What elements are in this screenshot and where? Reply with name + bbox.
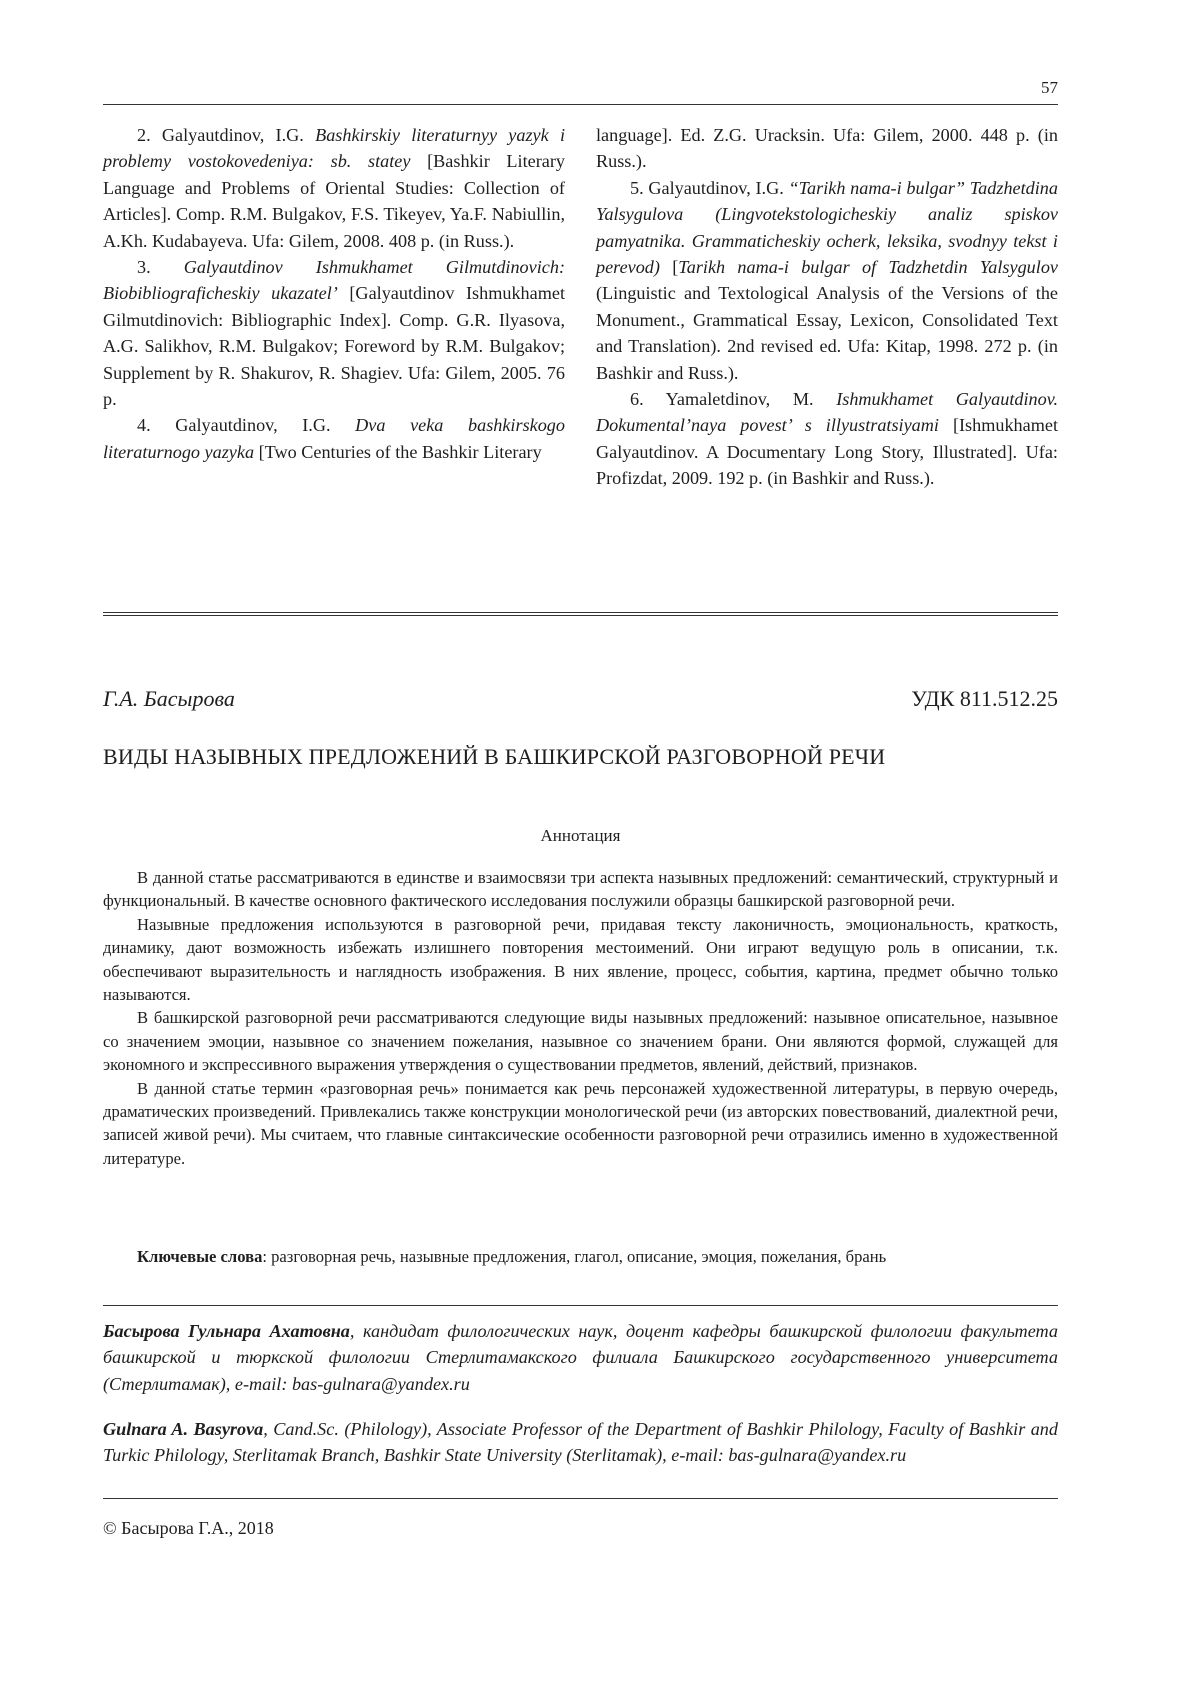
reference-number: 3.: [137, 257, 184, 278]
reference-author: Galyautdinov, I.G.: [175, 415, 356, 436]
header-rule: [103, 104, 1058, 105]
reference-author: Galyautdinov, I.G.: [648, 177, 789, 198]
page-number: 57: [1041, 78, 1058, 97]
author-info-en: [103, 1416, 1058, 1469]
copyright: © Басырова Г.А., 2018: [103, 1518, 274, 1538]
reference-item: [103, 254, 565, 412]
reference-details: [Galyautdinov Ishmukhamet Gilmutdinovich: Bibliographic Index]. Comp. G.R. Ilyasova, A.G. Salikhov, R.M. Bulgakov; Foreword by R.M. Bulgakov; Supplement by R. Shakurov, R. Shagiev. Ufa: Gilem, 2005. 76 p.: [103, 283, 565, 410]
article-title: ВИДЫ НАЗЫВНЫХ ПРЕДЛОЖЕНИЙ В БАШКИРСКОЙ РАЗГОВОРНОЙ РЕЧИ: [103, 744, 886, 769]
reference-title: Dva veka bashkirskogo literaturnogo yazyka: [103, 415, 565, 462]
reference-item: [596, 386, 1058, 492]
keywords-label: Ключевые слова: [137, 1247, 263, 1266]
keywords: [137, 1247, 1058, 1267]
abstract: [103, 866, 1058, 1170]
abstract-paragraph: В башкирской разговорной речи рассматриваются следующие виды назывных предложений: назывное описательное, назывное со значением эмоции, назывное со значением пожелания, назывное со значением брани. Они являются формой, служащей для экономного и экспрессивного выражения утверждения о существовании предметов, явлений, действий, признаков.: [103, 1008, 1058, 1075]
abstract-paragraph: В данной статье рассматриваются в единстве и взаимосвязи три аспекта назывных предложений: семантический, структурный и функциональный. В качестве основного фактического исследования послужили образцы башкирской разговорной речи.: [103, 868, 1058, 911]
reference-continuation: language]. Ed. Z.G. Uracksin. Ufa: Gilem, 2000. 448 p. (in Russ.).: [596, 125, 1058, 172]
reference-details: [Bashkir Literary Language and Problems of Oriental Studies: Collection of Articles]. Comp. R.M. Bulgakov, F.S. Tikeyev, Ya.F. Nabiullin, A.Kh. Kudabayeva. Ufa: Gilem, 2008. 408 p. (in Russ.).: [103, 151, 565, 251]
author-info-ru-text: , кандидат филологических наук, доцент кафедры башкирской филологии факультета башкирской и тюркской филологии Стерлитамакского филиала Башкирского государственного университета (Стерлитамак), e-mail: bas-gulnara@yandex.ru: [103, 1321, 1058, 1394]
reference-number: 5.: [630, 177, 649, 198]
reference-item: [103, 412, 565, 465]
abstract-paragraph: Назывные предложения используются в разговорной речи, придавая тексту лаконичность, эмоциональность, краткость, динамику, дают возможность избежать излишнего повторения местоимений. Они играют ведущую роль в описании, т.к. обеспечивают выразительность и наглядность изображения. В них явление, процесс, события, картина, предмет обычно только называются.: [103, 914, 1058, 1005]
footer-rule: [103, 1498, 1058, 1499]
author-info-en-name: Gulnara A. Basyrova: [103, 1419, 264, 1439]
reference-title-translated: Tarikh nama-i bulgar of Tadzhetdin Yalsygulov: [678, 257, 1058, 278]
annotation-heading: Аннотация: [540, 826, 621, 845]
reference-details: [Two Centuries of the Bashkir Literary: [254, 441, 542, 462]
reference-title: Galyautdinov Ishmukhamet Gilmutdinovich: Biobibliograficheskiy ukazatel’: [103, 257, 565, 304]
section-divider: [103, 612, 1058, 616]
reference-details: [Ishmukhamet Galyautdinov. A Documentary Long Story, Illustrated]. Ufa: Profizdat, 2009. 192 p. (in Bashkir and Russ.).: [596, 415, 1058, 489]
reference-author: Yamaletdinov, M.: [665, 389, 837, 410]
references-right-column: [596, 122, 1058, 492]
reference-title: Ishmukhamet Galyautdinov. Dokumental’naya povest’ s illyustratsiyami: [596, 389, 1058, 436]
article-author: Г.А. Басырова: [103, 686, 235, 711]
reference-item: 5. Galyautdinov, I.G. “Tarikh nama-i bulgar” Tadzhetdina Yalsygulova (Lingvotekstologicheskiy analiz spiskov pamyatnika. Grammaticheskiy ocherk, leksika, svodnyy tekst i perevod) [Tarikh nama-i bulgar of Tadzhetdin Yalsygulov (Linguistic and Textological Analysis of the Versions of the Monument., Grammatical Essay, Lexicon, Consolidated Text and Translation). 2nd revised ed. Ufa: Kitap, 1998. 272 p. (in Bashkir and Russ.).: [596, 177, 1058, 383]
reference-details: (Linguistic and Textological Analysis of the Versions of the Monument., Grammatical Essay, Lexicon, Consolidated Text and Translation). 2nd revised ed. Ufa: Kitap, 1998. 272 p. (in Bashkir and Russ.).: [596, 283, 1058, 383]
references-left-column: [103, 122, 565, 465]
author-info-ru-name: Басырова Гульнара Ахатовна: [103, 1321, 350, 1341]
reference-author: Galyautdinov, I.G.: [161, 125, 316, 145]
reference-title: “Tarikh nama-i bulgar” Tadzhetdina Yalsygulova (Lingvotekstologicheskiy analiz spiskov pamyatnika. Grammaticheskiy ocherk, leksika, svodnyy tekst i perevod): [596, 177, 1058, 278]
references-section: [103, 122, 1058, 502]
reference-number: 2.: [137, 125, 162, 145]
udk-code: УДК 811.512.25: [911, 686, 1058, 711]
author-info-en-text: , Cand.Sc. (Philology), Associate Professor of the Department of Bashkir Philology, Faculty of Bashkir and Turkic Philology, Sterlitamak Branch, Bashkir State University (Sterlitamak), e-mail: bas-gulnara@yandex.ru: [103, 1419, 1058, 1466]
author-info-rule: [103, 1305, 1058, 1306]
article-header: [103, 686, 1058, 716]
reference-title: Bashkirskiy literaturnyy yazyk i problemy vostokovedeniya: sb. statey: [103, 125, 566, 172]
reference-number: 6.: [630, 389, 666, 410]
reference-item: [103, 122, 565, 254]
keywords-list: : разговорная речь, назывные предложения, глагол, описание, эмоция, пожелания, брань: [262, 1247, 887, 1266]
abstract-paragraph: В данной статье термин «разговорная речь» понимается как речь персонажей художественной литературы, в первую очередь, драматических произведений. Привлекались также конструкции монологической речи (из авторских повествований, диалектной речи, записей живой речи). Мы считаем, что главные синтаксические особенности разговорной речи отразились именно в художественной литературе.: [103, 1078, 1058, 1168]
author-info-ru: [103, 1318, 1058, 1397]
reference-number: 4.: [137, 415, 176, 436]
